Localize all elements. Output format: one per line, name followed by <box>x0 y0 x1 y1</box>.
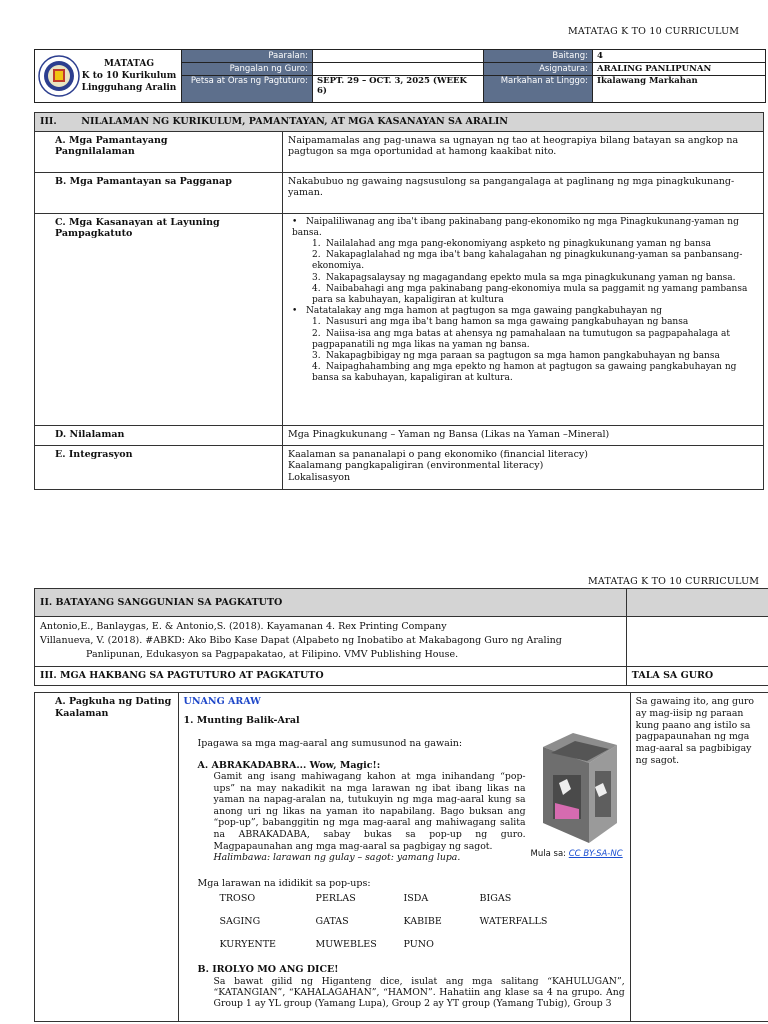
word-cell <box>480 939 548 962</box>
integrasyon-text <box>283 445 764 489</box>
hakbang-title: III. MGA HAKBANG SA PAGTUTURO AT PAGKATUTO <box>35 667 627 686</box>
kasanayan-bullet-2: Natatalakay ang mga hamon at pagtugon sa mga gawaing pangkabuhayan ng <box>306 306 663 317</box>
magic-box-image <box>533 723 623 847</box>
markahan-label: Markahan at Linggo: <box>484 76 593 103</box>
integrasyon-label: E. Integrasyon <box>35 445 283 489</box>
header-title-line3: Lingguhang Aralin <box>81 83 177 93</box>
baitang-label: Baitang: <box>484 50 593 63</box>
kasanayan-label: C. Mga Kasanayan at Layuning Pampagkatuto <box>35 213 283 425</box>
empty-cell <box>626 617 768 667</box>
list-item: Nasusuri ang mga iba't bang hamon sa mga gawaing pangkabuhayan ng bansa <box>326 317 689 328</box>
halimbawa-text: Halimbawa: larawan ng gulay – sagot: yamang lupa. <box>213 852 461 864</box>
pagkuha-content <box>178 693 630 1022</box>
word-cell: GATAS <box>315 916 349 928</box>
list-item: Nakapaglalahad ng mga iba't bang kahalagahan ng pinagkukunang-yaman sa panbansang-ekonomiya. <box>312 250 743 272</box>
tala-title: TALA SA GURO <box>626 667 768 686</box>
word-cell: SAGING <box>219 916 261 928</box>
petsa-label: Petsa at Oras ng Pagtuturo: <box>182 76 313 103</box>
curriculum-label: MATATAG K TO 10 CURRICULUM <box>568 26 740 37</box>
guro-value[interactable] <box>313 63 484 76</box>
word-cell: PERLAS <box>315 893 356 905</box>
deped-seal-icon <box>38 55 80 97</box>
irolyo-heading: B. IROLYO MO ANG DICE! <box>197 964 339 976</box>
guro-label: Pangalan ng Guro: <box>182 63 313 76</box>
section-title <box>35 113 764 132</box>
mga-larawan-text: Mga larawan na ididikit sa pop-ups: <box>197 877 371 889</box>
section-heading: NILALAMAN NG KURIKULUM, PAMANTAYAN, AT MGA KASANAYAN SA ARALIN <box>81 116 508 127</box>
paaralan-value[interactable] <box>313 50 484 63</box>
word-cell: TROSO <box>219 893 256 905</box>
asignatura-label: Asignatura: <box>484 63 593 76</box>
hakbang-table <box>34 692 768 1022</box>
integrasyon-line: Kaalamang pangkapaligiran (environmental literacy) <box>288 460 544 471</box>
pamantayan-pagganap-label: B. Mga Pamantayan sa Pagganap <box>35 172 283 213</box>
credit-label: Mula sa: <box>530 849 569 859</box>
word-cell: MUWEBLES <box>315 939 377 951</box>
curriculum-content-table <box>34 112 764 490</box>
asignatura-value: ARALING PANLIPUNAN <box>593 63 766 76</box>
unang-araw: UNANG ARAW <box>183 696 261 707</box>
sanggunian-title: II. BATAYANG SANGGUNIAN SA PAGKATUTO <box>35 589 627 617</box>
integrasyon-line: Lokalisasyon <box>288 471 351 483</box>
word-cell: BIGAS <box>479 893 512 905</box>
abrakadabra-heading: A. ABRAKADABRA... Wow, Magic!: <box>197 759 381 771</box>
kasanayan-bullet-1: Naipaliliwanag ang iba't ibang pakinabang pang-ekonomiko ng mga Pinagkukunang-yaman ng bansa. <box>292 216 739 238</box>
word-cell: KABIBE <box>403 916 442 928</box>
list-item: Naiisa-isa ang mga batas at ahensya ng pamahalaan na tumutugon sa pagpapahalaga at pagpapanatili ng mga likas na yaman ng bansa. <box>312 328 730 350</box>
cc-license-link[interactable]: CC BY-SA-NC <box>568 849 623 859</box>
pagkuha-label: A. Pagkuha ng Dating Kaalaman <box>35 693 179 1022</box>
paaralan-label: Paaralan: <box>182 50 313 63</box>
list-item: Nakapagsalaysay ng magagandang epekto mula sa mga pinagkukunang yaman ng bansa. <box>326 272 736 283</box>
references <box>35 617 627 667</box>
tala-sa-guro-note: Sa gawaing ito, ang guro ay mag-iisip ng paraan kung paano ang istilo sa pagpapaunahan ng mga mag-aaral sa pagbibigay ng sagot. <box>630 693 768 1022</box>
list-item: Nailalahad ang mga pang-ekonomiyang aspketo ng pinagkukunang yaman ng bansa <box>326 238 711 249</box>
word-cell: KURYENTE <box>219 939 276 951</box>
markahan-value: Ikalawang Markahan <box>593 76 766 103</box>
balik-aral-heading: 1. Munting Balik-Aral <box>183 714 300 726</box>
nilalaman-text: Mga Pinagkukunang – Yaman ng Bansa (Likas na Yaman –Mineral) <box>283 425 764 445</box>
empty-cell <box>626 589 768 617</box>
pamantayang-pangnilalaman-label: A. Mga Pamantayang Pangnilalaman <box>35 131 283 172</box>
logo-cell <box>35 50 182 103</box>
nilalaman-label: D. Nilalaman <box>35 425 283 445</box>
section-number: III. <box>40 116 57 127</box>
list-item: Nakapagbibigay ng mga paraan sa pagtugon sa mga hamon pangkabuhayan ng bansa <box>326 350 720 361</box>
word-cell: PUNO <box>403 939 434 951</box>
list-item: Naipaghahambing ang mga epekto ng hamon at pagtugon sa gawaing pangkabuhayan ng bansa sa kabuhayan, kapaligiran at kultura. <box>312 362 737 384</box>
ipagawa-text: Ipagawa sa mga mag-aaral ang sumusunod na gawain: <box>197 738 463 749</box>
kasanayan-content: • Naipaliliwanag ang iba't ibang pakinabang pang-ekonomiko ng mga Pinagkukunang-yaman ng bansa. 1. Nailalahad ang mga pang-ekonomiyang aspketo ng pinagkukunang yaman ng bansa 2. Nakapaglalahad ng mga iba't bang kahalagahan ng pinagkukunang-yaman sa panbansang-ekonomiya. 3. Nakapagsalaysay ng magagandang epekto mula sa mga pinagkukunang yaman ng bansa. 4. Naibabahagi ang mga pakinabang pang-ekonomiya mula sa paggamit ng yamang pambansa para sa kabuhayan, kapaligiran at kultura • Natatalakay ang mga hamon at pagtugon sa mga gawaing pangkabuhayan ng 1. Nasusuri ang mga iba't bang hamon sa mga gawaing pangkabuhayan ng bansa 2. Naiisa-isa ang mga batas at ahensya ng pamahalaan na tumutugon sa pagpapahalaga at pagpapanatili ng mga likas na yaman ng bansa. 3. Nakapagbibigay ng mga paraan sa pagtugon sa mga hamon pangkabuhayan ng bansa 4. Naipaghahambing ang mga epekto ng hamon at pagtugon sa gawaing pangkabuhayan ng bansa sa kabuhayan, kapaligiran at kultura. <box>283 213 764 425</box>
petsa-value: SEPT. 29 – OCT. 3, 2025 (WEEK 6) <box>313 76 484 103</box>
irolyo-text: Sa bawat gilid ng Higanteng dice, isulat ang mga salitang “KAHULUGAN”, “KATANGIAN”, “KAHALAGAHAN”, “HAMON”. Hahatiin ang klase sa 4 na grupo. Ang Group 1 ay YL group (Yamang Lupa), Group 2 ay YT group (Yamang Tubig), Group 3 <box>213 975 625 1010</box>
curriculum-label-2: MATATAG K TO 10 CURRICULUM <box>588 576 760 587</box>
sanggunian-table <box>34 588 768 686</box>
baitang-value: 4 <box>593 50 766 63</box>
image-credit <box>531 849 623 861</box>
popup-words-table <box>220 893 548 962</box>
word-cell: ISDA <box>403 893 429 905</box>
list-item: Naibabahagi ang mga pakinabang pang-ekonomiya mula sa paggamit ng yamang pambansa para sa kabuhayan, kapaligiran at kultura <box>312 283 748 305</box>
reference-2: Villanueva, V. (2018). #ABKD: Ako Bibo Kase Dapat (Alpabeto ng Inobatibo at Makabagong Guro ng Araling Panlipunan, Edukasyon sa Pagpapakatao, at Filipino. VMV Publishing House. <box>40 635 562 660</box>
lesson-info-table <box>34 49 766 103</box>
word-cell: WATERFALLS <box>479 916 548 928</box>
pamantayan-pagganap-text: Nakabubuo ng gawaing nagsusulong sa pangangalaga at paglinang ng mga pinagkukunang-yaman. <box>283 172 764 213</box>
header-title-line1: MATATAG <box>103 59 155 69</box>
abrakadabra-text: Gamit ang isang mahiwagang kahon at mga inihandang “pop-ups” na may nakadikit na mga larawan ng ibat ibang likas na yaman na napag-aralan na, tutukuyin ng mga mag-aaral kung sa anong uri ng likas na yaman ito napabilang. Bago buksan ang “pop-up”, babanggitin ng mga mag-aaral ang mahiwagang salita na ABRAKADABA, sabay bukas sa pop-up ng guro. Magpapaunahan ang mga mag-aaral sa pagbigay ng sagot. <box>213 771 526 852</box>
integrasyon-line: Kaalaman sa pananalapi o pang ekonomiko (financial literacy) <box>288 448 588 460</box>
pamantayang-pangnilalaman-text: Naipamamalas ang pag-unawa sa ugnayan ng tao at heograpiya bilang batayan sa angkop na pagtugon sa mga oportunidad at hamong kaakibat nito. <box>283 131 764 172</box>
header-title-line2: K to 10 Kurikulum <box>81 71 177 81</box>
reference-1: Antonio,E., Banlaygas, E. & Antonio,S. (2018). Kayamanan 4. Rex Printing Company <box>40 621 447 632</box>
